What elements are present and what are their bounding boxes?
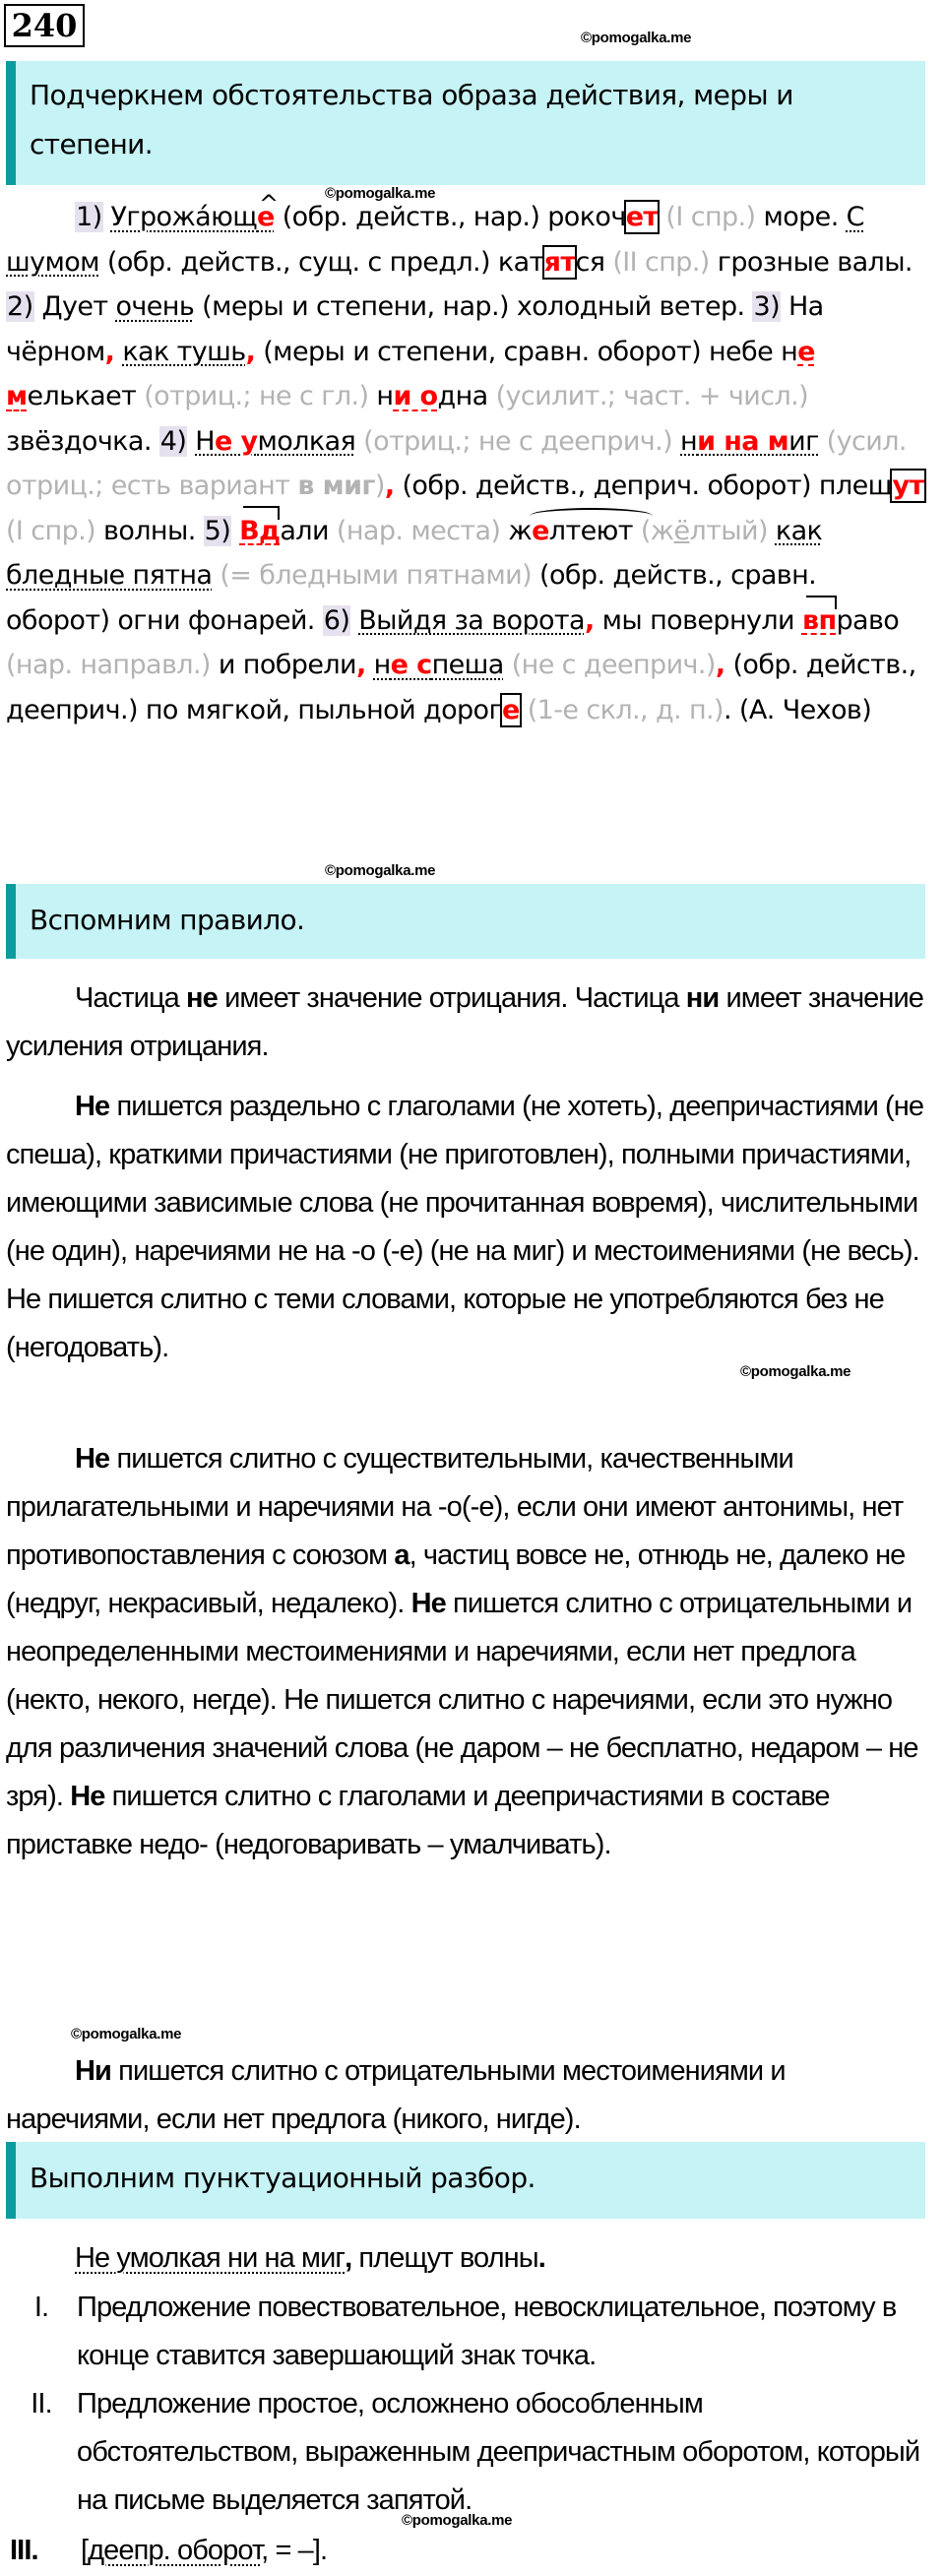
scheme-adverbial: [деепр. оборот [81,2535,262,2566]
parse-item-1: I. Предложение повествовательное, невосклицательное, поэтому в конце ставится завершающий знак точка. [33,2292,897,2371]
ending-box: ет [625,202,659,232]
sentence-number: 5) [204,515,231,546]
adverbial-word: очень [115,291,195,322]
adverbial-word: Не умолкая [195,425,356,457]
section-header-rule: Вспомним правило. [6,884,925,959]
watermark: ©pomogalka.me [71,2026,182,2042]
sentence-number: 3) [753,291,780,322]
root-arc-icon: елтеют [532,515,633,546]
ending-box: ят [543,246,576,278]
sentence-number: 1) [76,202,102,232]
watermark: ©pomogalka.me [740,1363,851,1380]
adverbial-phrase: Не умолкая ни на миг [75,2242,346,2274]
prefix-mark-icon: вп [801,604,837,636]
hat-mark-icon: ^ е [257,202,275,232]
watermark: ©pomogalka.me [325,862,436,879]
section-header-parse: Выполним пунктуационный разбор. [6,2142,925,2219]
adverbial-word: С шумом [6,202,864,278]
ending-box: ут [892,471,924,501]
rule-paragraph-4: Ни пишется слитно с отрицательными местоимениями и наречиями, если нет предлога (никого, нигде). [6,2055,786,2135]
adverbial-word: не спеша [373,650,504,680]
sentence-number: 2) [7,291,33,322]
watermark: ©pomogalka.me [581,30,692,46]
sentence-number: 4) [159,425,187,457]
rule-paragraph-2: Не пишется раздельно с глаголами (не хотеть), деепричастиями (не спеша), краткими причастиями (не приготовлен), полными причастиями, имеющими зависимые слова (не прочитанная вовремя), числительными (не один), наречиями не на -о (-е) (не на миг) и местоимениями (не весь). Не пишется слитно с теми словами, которые не употребляются без не (негодовать). [6,1091,924,1363]
prefix-mark-icon: Вд [239,515,281,546]
adverbial-word: как бледные пятна [6,515,823,591]
adverbial-word: как тушь [122,336,246,367]
section-header-underline: Подчеркнем обстоятельства образа действия, меры и степени. [6,61,925,185]
watermark: ©pomogalka.me [402,2512,513,2529]
rule-paragraph-3: Не пишется слитно с существительными, качественными прилагательными и наречиями на -о(-е), если они имеют антонимы, нет противопоставления с союзом а, частиц вовсе не, отнюдь не, далеко не (недруг, некрасивый, недалеко). Не пишется слитно с отрицательными и неопределенными местоимениями и наречиями, если нет предлога (некто, некого, негде). Не пишется слитно с наречиями, если это нужно для различения значений слова (не даром – не бесплатно, недаром – не зря). Не пишется слитно с глаголами и деепричастиями в составе приставке недо- (недоговаривать – умалчивать). [6,1443,918,1860]
watermark: ©pomogalka.me [325,185,436,202]
sentence-number: 6) [323,604,350,636]
adverbial-word: Выйдя за ворота [358,604,585,636]
adverbial-word: Угрожа́ющ^ е [111,202,275,232]
adverbial-word: ни на миг [680,425,819,457]
parse-sentence: Не умолкая ни на миг, плещут волны. [75,2242,545,2274]
parse-item-3: III. [деепр. оборот, = –]. [10,2535,328,2566]
analysis-paragraph: 1) Угрожа́ющ^ е (обр. действ., нар.) рокочет (I спр.) море. С шумом (обр. действ., сущ. с предл.) катятся (II спр.) грозные валы. 2) Дует очень (меры и степени, нар.) холодный ветер. 3) На чёрном, как тушь, (меры и степени, сравн. оборот) небе не мелькает (отриц.; не с гл.) ни одна (усилит.; част. + числ.) звёздочка. 4) Не умолкая (отриц.; не с дееприч.) ни на миг (усил. отриц.; есть вариант в миг), (обр. действ., деприч. оборот) плещут (I спр.) волны. 5) Вдали (нар. места) желтеют (жёлтый) как бледные пятна (= бледными пятнами) (обр. действ., сравн. оборот) огни фонарей. 6) Выйдя за ворота, мы повернули вправо (нар. направл.) и побрели, не спеша (не с дееприч.), (обр. действ., дееприч.) по мягкой, пыльной дороге (1-е скл., д. п.). (А. Чехов) [6,195,927,732]
parse-list [6,2284,927,2575]
ending-box: е [502,694,520,725]
parse-item-2: II. Предложение простое, осложнено обособленным обстоятельством, выраженным деепричастным оборотом, который на письме выделяется запятой. [31,2388,920,2516]
task-number: 240 [4,4,85,47]
rule-paragraph-1: Частица не имеет значение отрицания. Частица ни имеет значение усиления отрицания. [6,982,924,1062]
